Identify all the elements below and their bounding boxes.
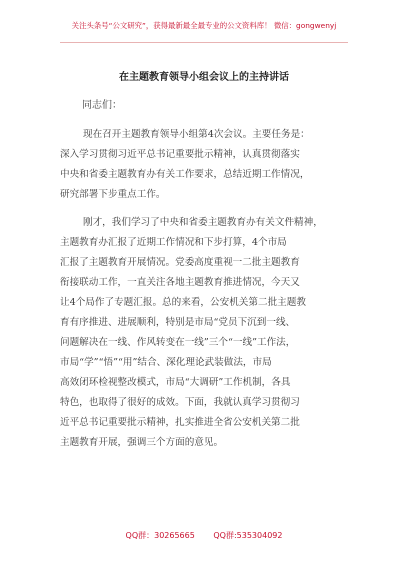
footer-contact xyxy=(0,530,408,541)
paragraph-line: 汇报了主题教育开展情况。党委高度重视一二批主题教育 xyxy=(60,257,300,268)
paragraph-line: 市局“学”“悟”“用”结合、深化理论武装做法，市局 xyxy=(60,357,272,368)
paragraph-line: 问题解决在一线、作风转变在一线”三个“一线”工作法， xyxy=(60,337,296,348)
paragraph-line: 近平总书记重要批示精神，扎实推进全省公安机关第二批 xyxy=(60,417,300,428)
paragraph-line: 特色，也取得了很好的成效。下面，我就认真学习贯彻习 xyxy=(60,397,300,408)
paragraph-line: 高效闭环检视整改模式，市局“大调研”工作机制，各具 xyxy=(60,377,291,388)
paragraph-line: 中央和省委主题教育办有关工作要求，总结近期工作情况， xyxy=(60,169,310,180)
paragraph-line: 刚才，我们学习了中央和省委主题教育办有关文件精神， xyxy=(83,217,323,228)
paragraph-2 xyxy=(60,213,362,453)
paragraph-line: 深入学习贯彻习近平总书记重要批示精神，认真贯彻落实 xyxy=(60,149,300,160)
paragraph-line: 主题教育开展，强调三个方面的意见。 xyxy=(60,437,224,448)
document-title: 在主题教育领导小组会议上的主持讲话 xyxy=(119,72,289,83)
paragraph-line: 现在召开主题教育领导小组第4次会议。主要任务是： xyxy=(83,129,310,140)
paragraph-line: 研究部署下步重点工作。 xyxy=(60,189,166,200)
paragraph-line: 衔接联动工作，一直关注各地主题教育推进情况，今天又 xyxy=(60,277,300,288)
paragraph-line: 让4个局作了专题汇报。总的来看，公安机关第二批主题教 xyxy=(60,297,306,308)
salutation: 同志们： xyxy=(82,100,122,111)
header-note: 关注头条号“公文研究”，获得最新最全最专业的公文资料库！ 微信：gongwenyj xyxy=(71,21,337,30)
footer-qq-group-2: QQ群:535304092 xyxy=(213,531,283,540)
paragraph-line: 育有序推进、进展顺利，特别是市局“党员下沉到一线、 xyxy=(60,317,296,328)
paragraph-1 xyxy=(60,125,362,205)
paragraph-line: 主题教育办汇报了近期工作情况和下步打算，4个市局 xyxy=(60,237,287,248)
footer-qq-group-1: QQ群：30265665 xyxy=(125,531,195,540)
header-divider xyxy=(60,42,348,43)
